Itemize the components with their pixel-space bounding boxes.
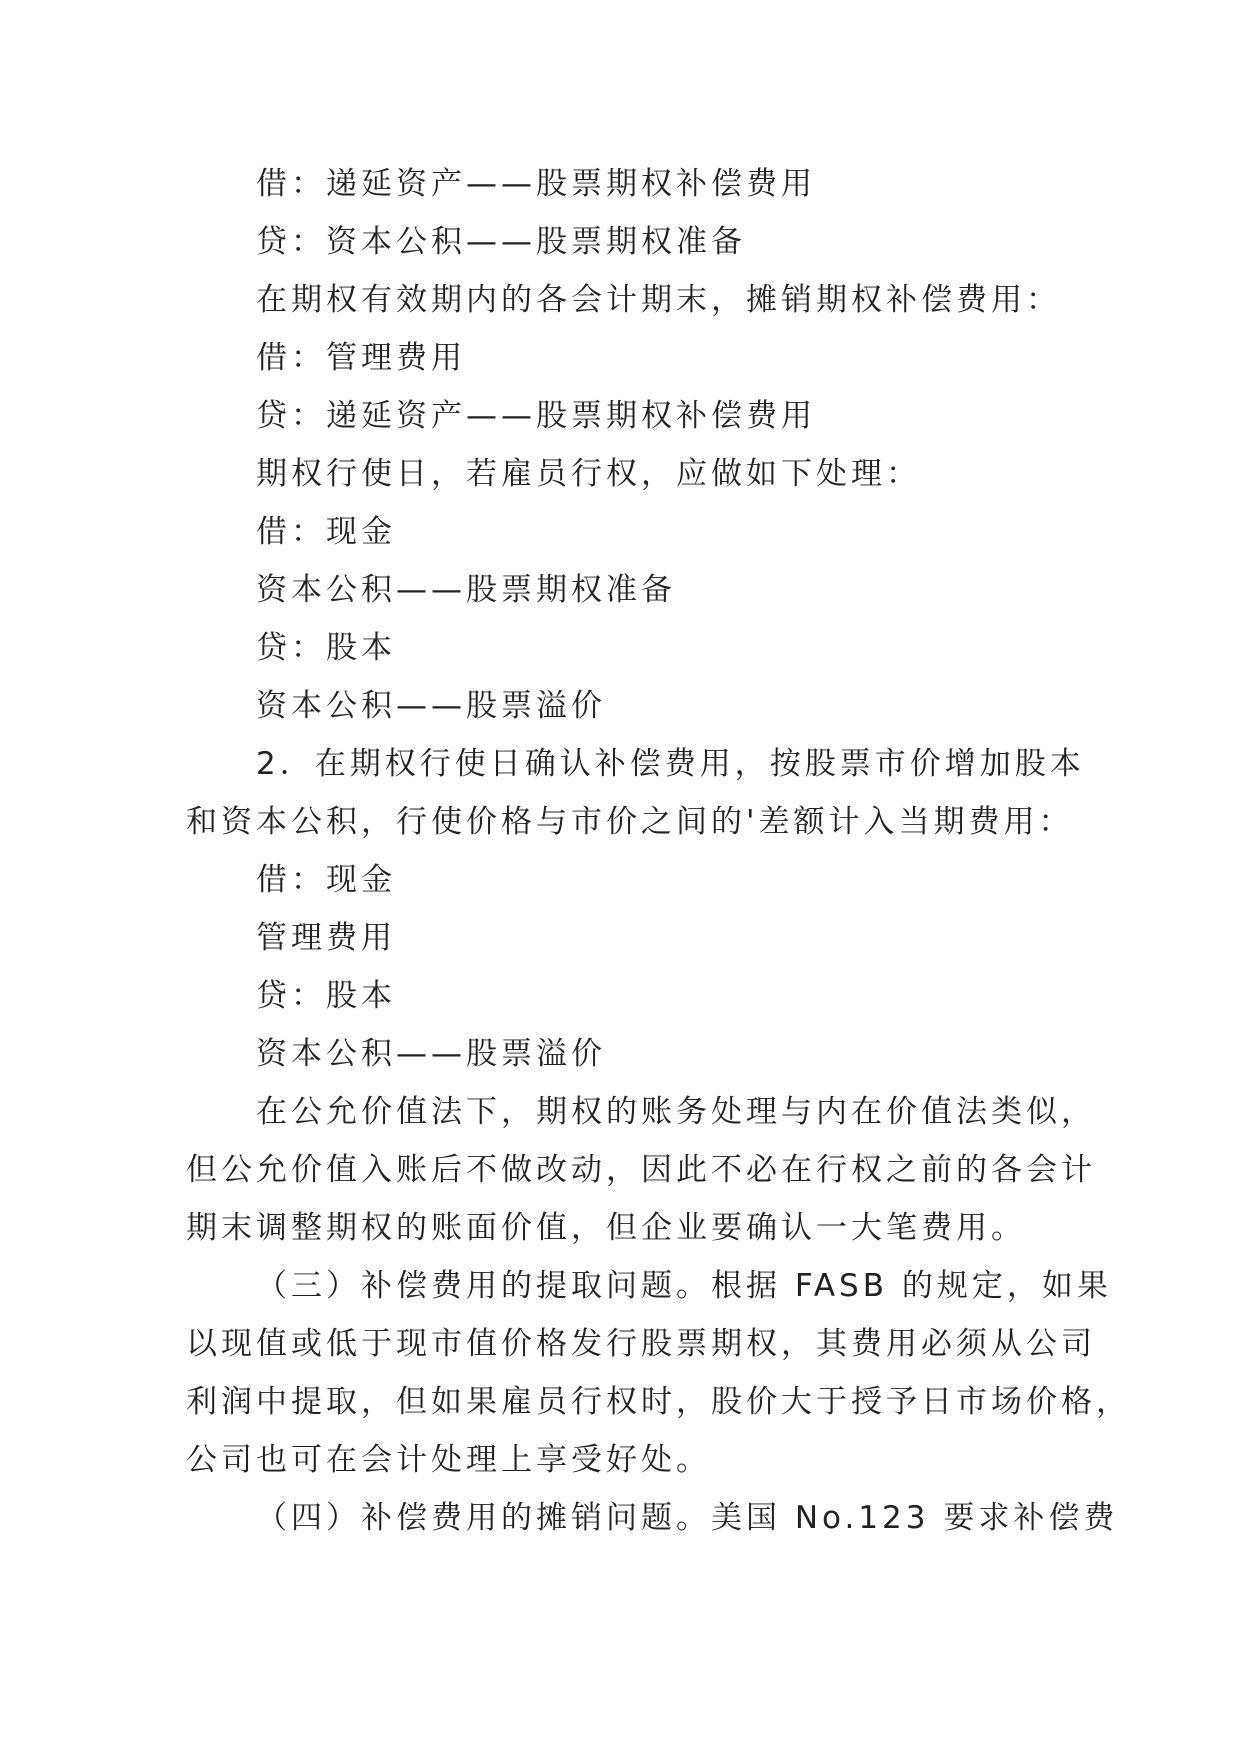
text-line: （四）补偿费用的摊销问题。美国 No.123 要求补偿费 — [256, 1500, 1119, 1536]
text-line: 资本公积——股票期权准备 — [256, 572, 676, 608]
text-line: 贷：股本 — [256, 978, 396, 1014]
text-line: 借：递延资产——股票期权补偿费用 — [256, 166, 816, 202]
text-line: 资本公积——股票溢价 — [256, 1036, 606, 1072]
text-line: 但公允价值入账后不做改动，因此不必在行权之前的各会计 — [186, 1152, 1096, 1188]
body-text — [186, 155, 1131, 1547]
text-line: 贷：股本 — [256, 630, 396, 666]
text-line: 以现值或低于现市值价格发行股票期权，其费用必须从公司 — [186, 1326, 1096, 1362]
text-line: 在公允价值法下，期权的账务处理与内在价值法类似， — [256, 1094, 1096, 1130]
text-line: 管理费用 — [256, 920, 396, 956]
text-line: 借：管理费用 — [256, 340, 466, 376]
text-line: 资本公积——股票溢价 — [256, 688, 606, 724]
text-line: 贷：资本公积——股票期权准备 — [256, 224, 746, 260]
text-line: 期权行使日，若雇员行权，应做如下处理： — [256, 456, 921, 492]
text-line: （三）补偿费用的提取问题。根据 FASB 的规定，如果 — [256, 1268, 1112, 1304]
text-line: 公司也可在会计处理上享受好处。 — [186, 1442, 711, 1478]
text-line: 借：现金 — [256, 514, 396, 550]
text-line: 借：现金 — [256, 862, 396, 898]
text-line: 2．在期权行使日确认补偿费用，按股票市价增加股本 — [256, 746, 1085, 782]
text-line: 和资本公积，行使价格与市价之间的'差额计入当期费用： — [186, 804, 1074, 840]
text-line: 在期权有效期内的各会计期末，摊销期权补偿费用： — [256, 282, 1061, 318]
text-line: 利润中提取，但如果雇员行权时，股价大于授予日市场价格， — [186, 1384, 1131, 1420]
text-line: 期末调整期权的账面价值，但企业要确认一大笔费用。 — [186, 1210, 1026, 1246]
text-line: 贷：递延资产——股票期权补偿费用 — [256, 398, 816, 434]
